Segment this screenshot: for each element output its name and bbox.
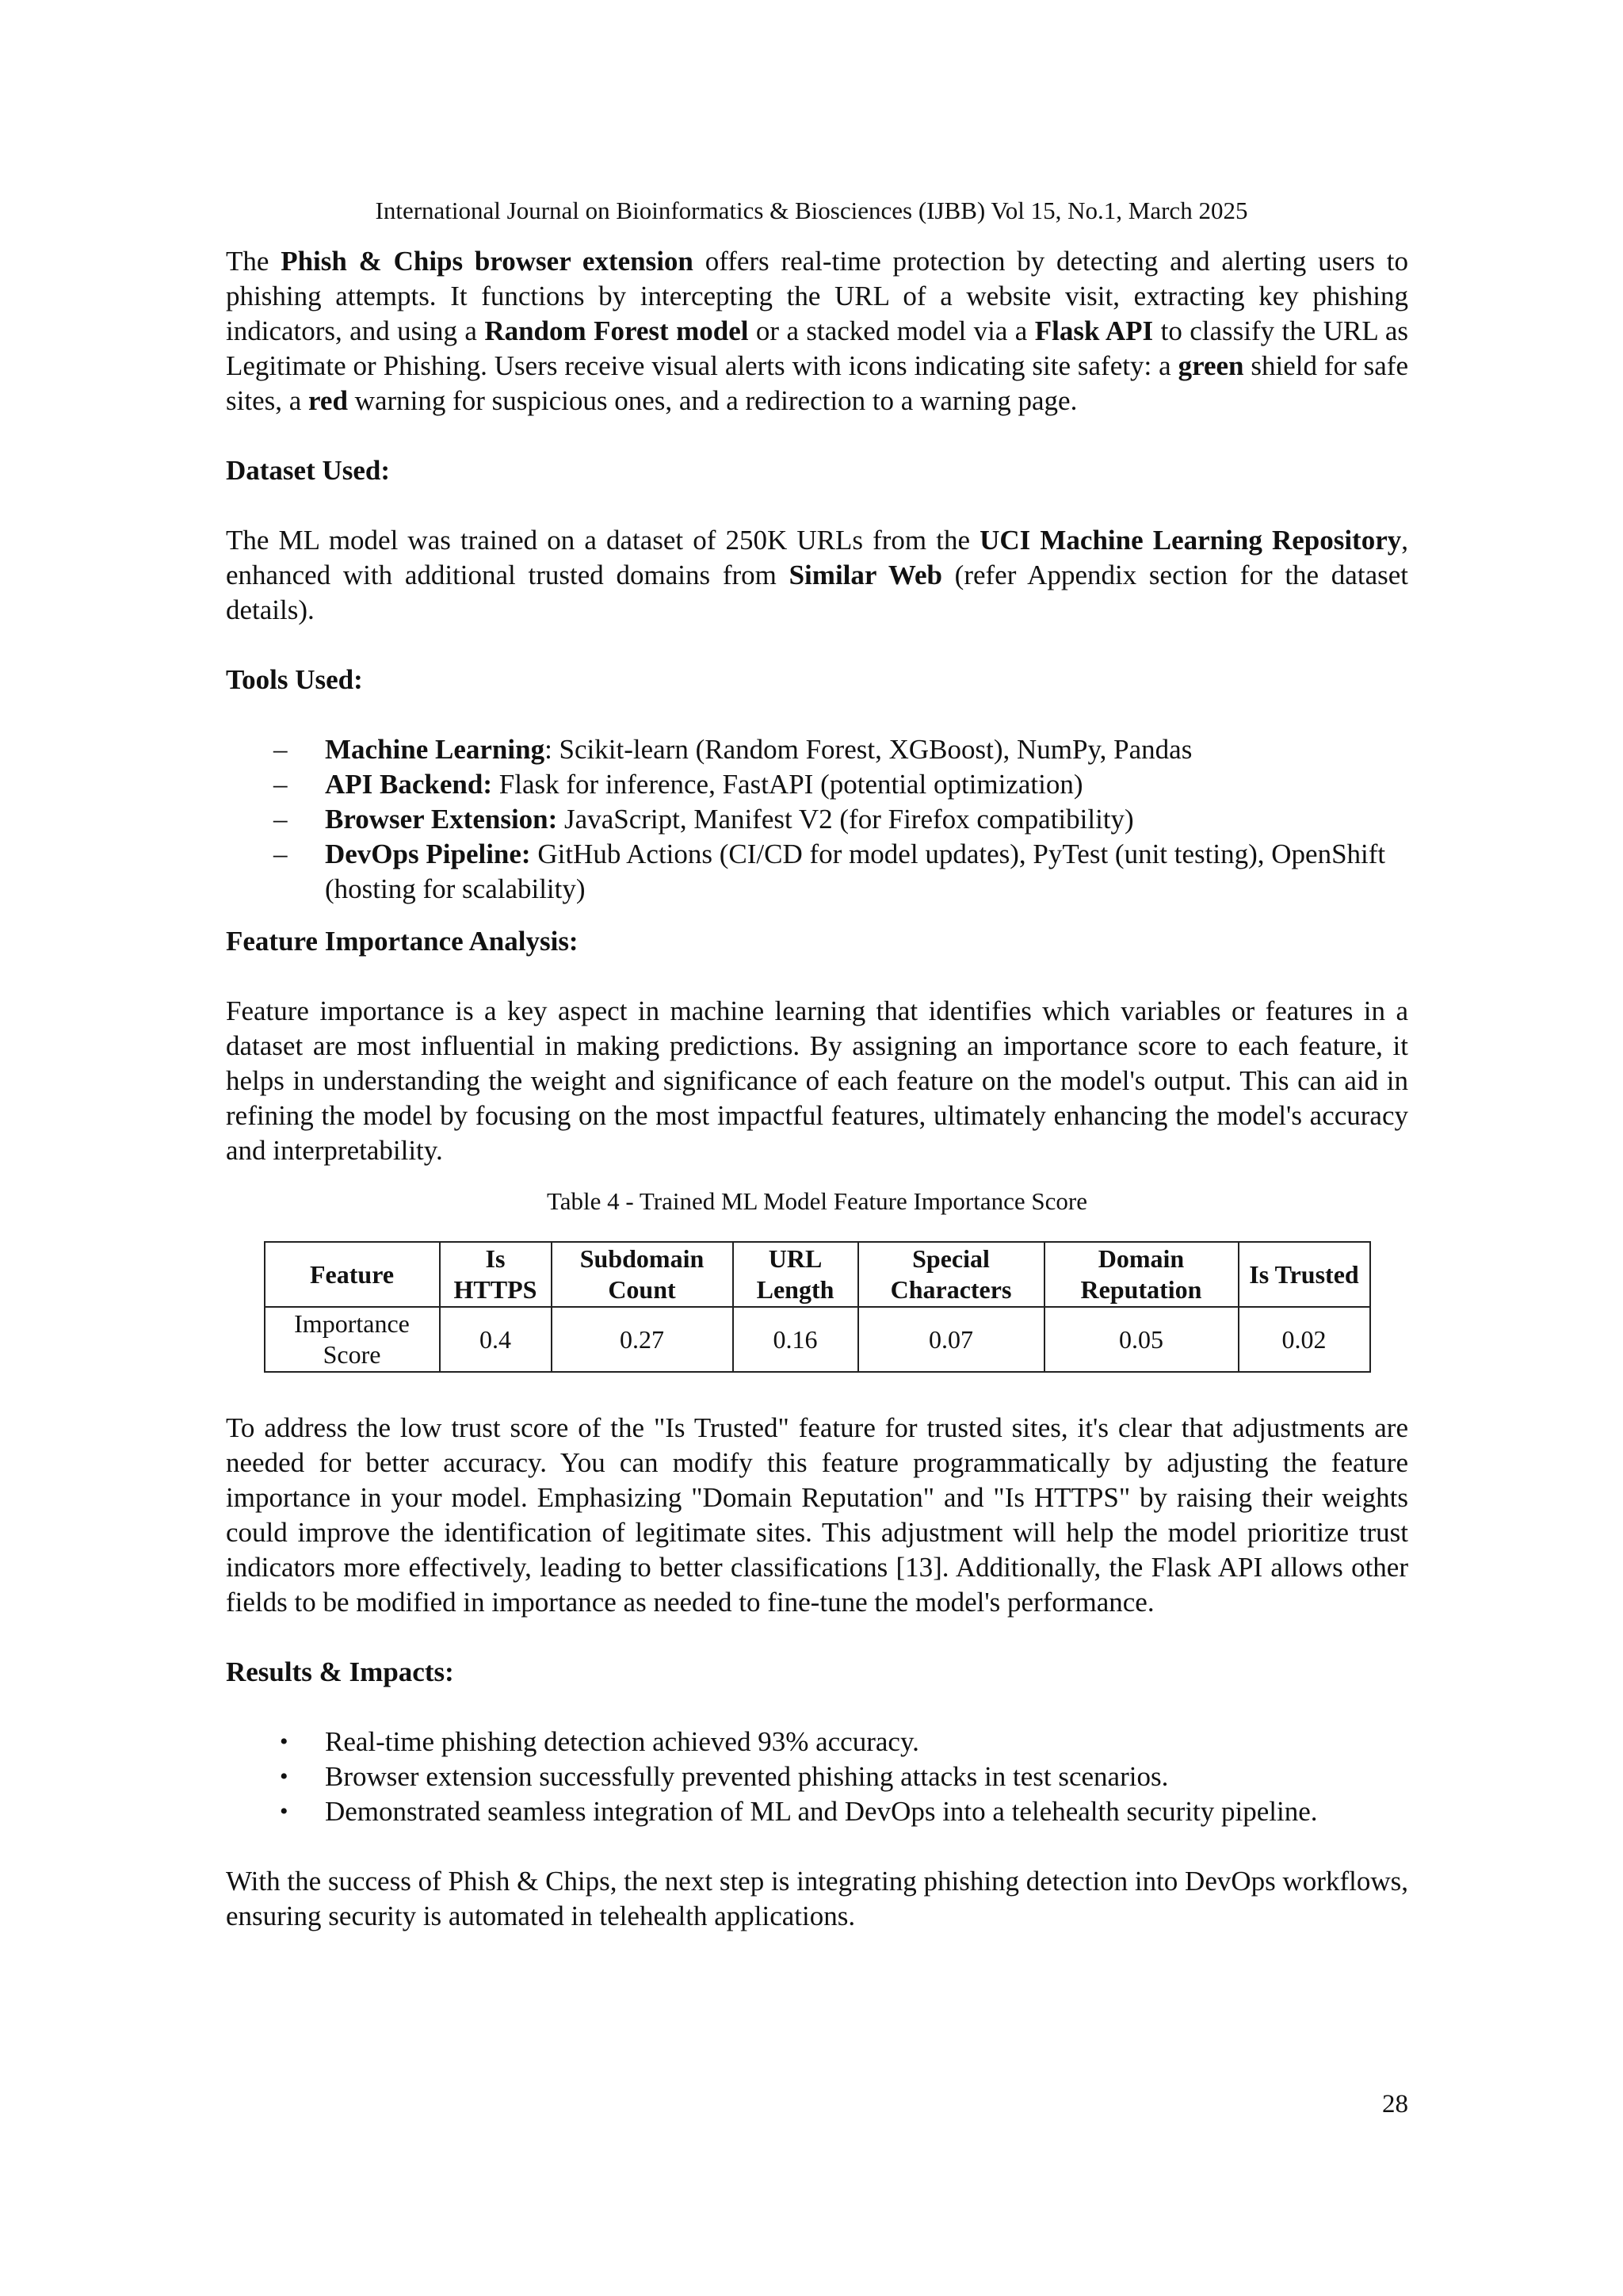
list-item xyxy=(226,1794,1408,1829)
dataset-text-1: The ML model was trained on a dataset of 250K URLs from the xyxy=(226,525,980,556)
list-item xyxy=(226,732,1408,767)
table-row-label: Importance Score xyxy=(265,1307,440,1372)
dataset-bold-2: Similar Web xyxy=(789,560,942,590)
intro-text-5: shield for safe sites, a xyxy=(226,350,1409,416)
dataset-bold-1: UCI Machine Learning Repository xyxy=(980,525,1402,556)
dataset-heading: Dataset Used: xyxy=(226,455,391,486)
closing-paragraph: With the success of Phish & Chips, the next step is integrating phishing detection into DevOps workflows, ensuring security is automated in telehealth applications. xyxy=(226,1866,1408,1931)
tool-label: API Backend: xyxy=(325,769,492,800)
intro-text-4: to classify the URL as Legitimate or Phishing. Users receive visual alerts with icons indicating site safety: a xyxy=(226,315,1408,381)
table-header-cell: URL Length xyxy=(733,1242,858,1307)
tool-text: JavaScript, Manifest V2 (for Firefox compatibility) xyxy=(557,804,1134,835)
list-item xyxy=(226,1759,1408,1794)
table-cell: 0.27 xyxy=(552,1307,733,1372)
dash-marker: – xyxy=(273,769,288,800)
intro-text-1: The xyxy=(226,246,281,277)
list-item xyxy=(226,802,1408,837)
feature-importance-table xyxy=(264,1241,1371,1373)
feature-analysis-heading: Feature Importance Analysis: xyxy=(226,926,579,957)
result-text: Browser extension successfully prevented phishing attacks in test scenarios. xyxy=(325,1761,1169,1792)
intro-text-2: offers real-time protection by detecting and alerting users to phishing attempts. It functions by intercepting the URL of a website visit, extracting key phishing indicators, and using a xyxy=(226,246,1409,346)
table-header-cell: Is HTTPS xyxy=(440,1242,552,1307)
list-item xyxy=(226,1725,1408,1759)
intro-text-3: or a stacked model via a xyxy=(748,315,1035,346)
table-cell: 0.4 xyxy=(440,1307,552,1372)
dash-marker: – xyxy=(273,804,288,835)
table-caption: Table 4 - Trained ML Model Feature Importance Score xyxy=(547,1187,1087,1215)
dash-marker: – xyxy=(273,839,288,869)
tools-heading: Tools Used: xyxy=(226,664,363,695)
results-heading: Results & Impacts: xyxy=(226,1656,454,1687)
table-cell: 0.07 xyxy=(858,1307,1044,1372)
list-item xyxy=(226,837,1408,907)
tools-list xyxy=(226,732,1408,907)
tool-text: Flask for inference, FastAPI (potential optimization) xyxy=(492,769,1083,800)
list-item xyxy=(226,767,1408,802)
table-header-cell: Domain Reputation xyxy=(1044,1242,1239,1307)
page-content xyxy=(226,244,1408,1934)
table-cell: 0.02 xyxy=(1239,1307,1370,1372)
tool-label: Machine Learning xyxy=(325,734,545,765)
dash-marker: – xyxy=(273,734,288,765)
table-header-cell: Subdomain Count xyxy=(552,1242,733,1307)
results-list xyxy=(226,1725,1408,1829)
feature-analysis-paragraph: Feature importance is a key aspect in machine learning that identifies which variables or features in a dataset are most influential in making predictions. By assigning an importance score to each feature, it helps in understanding the weight and significance of each feature on the model's output. This can aid in refining the model by focusing on the most impactful features, ultimately enhancing the model's accuracy and interpretability. xyxy=(226,995,1408,1166)
journal-header: International Journal on Bioinformatics & Biosciences (IJBB) Vol 15, No.1, March 2025 xyxy=(375,197,1248,224)
bullet-marker: • xyxy=(280,1729,288,1755)
result-text: Real-time phishing detection achieved 93% accuracy. xyxy=(325,1726,919,1757)
table-header-cell: Is Trusted xyxy=(1239,1242,1370,1307)
intro-bold-5: red xyxy=(308,385,348,416)
table-row xyxy=(265,1307,1370,1372)
tool-label: DevOps Pipeline: xyxy=(325,839,531,869)
intro-bold-4: green xyxy=(1178,350,1244,381)
tool-text: : Scikit-learn (Random Forest, XGBoost), NumPy, Pandas xyxy=(544,734,1193,765)
bullet-marker: • xyxy=(280,1763,288,1790)
page-number: 28 xyxy=(1382,2090,1408,2118)
bullet-marker: • xyxy=(280,1798,288,1824)
tool-text: GitHub Actions (CI/CD for model updates), PyTest (unit testing), OpenShift (hosting for scalability) xyxy=(325,839,1386,904)
table-header-cell: Special Characters xyxy=(858,1242,1044,1307)
intro-text-6: warning for suspicious ones, and a redirection to a warning page. xyxy=(347,385,1078,416)
dataset-text-3: (refer Appendix section for the dataset details). xyxy=(226,560,1408,625)
intro-paragraph xyxy=(226,244,1408,418)
dataset-paragraph xyxy=(226,523,1408,628)
adjustment-paragraph: To address the low trust score of the "Is Trusted" feature for trusted sites, it's clear that adjustments are needed for better accuracy. You can modify this feature programmatically by adjusting the feature importance in your model. Emphasizing "Domain Reputation" and "Is HTTPS" by raising their weights could improve the identification of legitimate sites. This adjustment will help the model prioritize trust indicators more effectively, leading to better classifications [13]. Additionally, the Flask API allows other fields to be modified in importance as needed to fine-tune the model's performance. xyxy=(226,1412,1408,1618)
tool-label: Browser Extension: xyxy=(325,804,558,835)
table-cell: 0.16 xyxy=(733,1307,858,1372)
intro-bold-3: Flask API xyxy=(1034,315,1154,346)
table-cell: 0.05 xyxy=(1044,1307,1239,1372)
intro-bold-1: Phish & Chips browser extension xyxy=(281,246,693,277)
table-header-row xyxy=(265,1242,1370,1307)
dataset-text-2: , enhanced with additional trusted domains from xyxy=(226,525,1408,590)
result-text: Demonstrated seamless integration of ML and DevOps into a telehealth security pipeline. xyxy=(325,1796,1318,1827)
intro-bold-2: Random Forest model xyxy=(484,315,749,346)
table-header-cell: Feature xyxy=(265,1242,440,1307)
